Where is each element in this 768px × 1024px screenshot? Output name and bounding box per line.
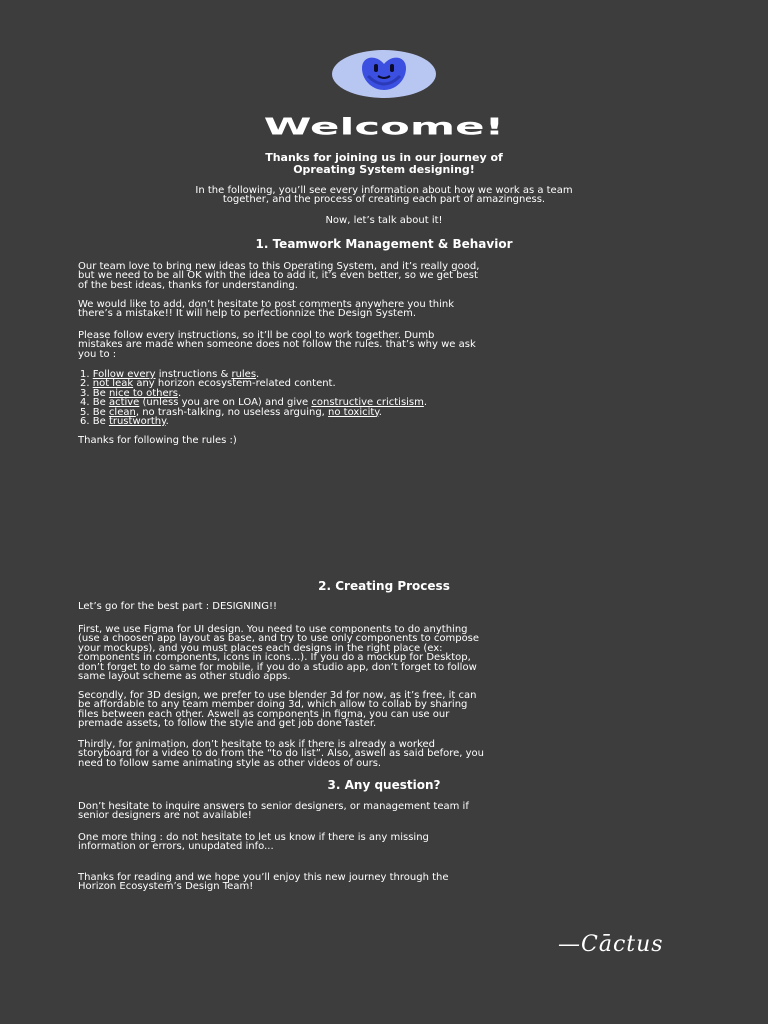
subtitle-line-2: Opreating System designing!	[293, 163, 475, 176]
paragraph: Our team love to bring new ideas to this Operating System, and it’s really good, but we need to be all OK with the idea to add it, it’s even better, so we get best of the best ideas, thanks for understanding.	[78, 261, 480, 291]
link-active[interactable]: active	[108, 397, 140, 409]
paragraph: Thirdly, for animation, don’t hesitate to ask if there is already a worked storyboard for a video to do from the “to do list”. Also, aswell as said before, you need to follow same animating style as other videos of ours.	[78, 739, 485, 769]
paragraph: Secondly, for 3D design, we prefer to use blender 3d for now, as it’s free, it can be affordable to any team member doing 3d, which allow to collab by sharing files between each other. Aswell as components in figma, you can use our premade assets, to follow the style and get job done faster.	[78, 690, 477, 730]
paragraph: Thanks for reading and we hope you’ll enjoy this new journey through the Horizon Ecosystem’s Design Team!	[78, 872, 449, 893]
paragraph: Please follow every instructions, so it’ll be cool to work together. Dumb mistakes are made when someone does not follow the rules. that’s why we ask you to :	[78, 330, 476, 360]
link-nice-to-others[interactable]: nice to others	[108, 387, 178, 399]
section-heading-creating-process: 2. Creating Process	[318, 579, 450, 593]
section-heading-any-question: 3. Any question?	[327, 778, 441, 792]
link-trustworthy[interactable]: trustworthy	[108, 415, 166, 427]
link-constructive-criticism[interactable]: constructive crictisism	[311, 397, 424, 409]
intro-line-2: together, and the process of creating each part of amazingness.	[222, 194, 546, 205]
rules-list	[80, 370, 680, 426]
link-clean[interactable]: clean	[108, 406, 136, 418]
paragraph: One more thing : do not hesitate to let us know if there is any missing information or errors, unupdated info...	[78, 832, 429, 853]
list-item: 2. not leak any horizon ecosystem-related content.	[80, 378, 336, 390]
link-no-toxicity[interactable]: no toxicity	[328, 406, 379, 418]
intro-line-3: Now, let’s talk about it!	[325, 215, 443, 226]
paragraph: First, we use Figma for UI design. You need to use components to do anything (use a choosen app layout as base, and try to use only components to compose your mockups), and you must places each designs in the right place (ex: components in components, icons in icons...). If you do a mockup for Desktop, don’t forget to do same for mobile, if you do a studio app, don’t forget to follow same layout scheme as other studio apps.	[78, 624, 480, 683]
intro-line-1: In the following, you’ll see every information about how we work as a team	[195, 185, 573, 196]
list-item: 3. Be nice to others.	[80, 387, 182, 399]
paragraph: Let’s go for the best part : DESIGNING!!	[78, 601, 277, 612]
paragraph: We would like to add, don’t hesitate to post comments anywhere you think there’s a mistake!! It will help to perfectionnize the Design System.	[78, 299, 455, 320]
paragraph: Don’t hesitate to inquire answers to senior designers, or management team if senior designers are not available!	[78, 801, 469, 822]
page-title: Welcome!	[263, 113, 505, 141]
smiling-blue-face-icon	[332, 50, 436, 98]
subtitle-line-1: Thanks for joining us in our journey of	[265, 151, 503, 164]
link-rules[interactable]: rules	[231, 369, 257, 380]
rules-closing: Thanks for following the rules :)	[78, 435, 237, 446]
list-item: 1. Follow every instructions & rules.	[80, 369, 260, 380]
section-heading-teamwork: 1. Teamwork Management & Behavior	[255, 237, 513, 251]
signature: —Cāctus	[558, 932, 664, 957]
list-item: 5. Be clean, no trash-talking, no useless arguing, no toxicity.	[80, 406, 382, 418]
link-follow-every[interactable]: Follow every	[92, 369, 156, 380]
list-item: 6. Be trustworthy.	[80, 415, 169, 427]
link-not-leak[interactable]: not leak	[92, 378, 134, 390]
list-item: 4. Be active (unless you are on LOA) and give constructive crictisism.	[80, 397, 428, 409]
